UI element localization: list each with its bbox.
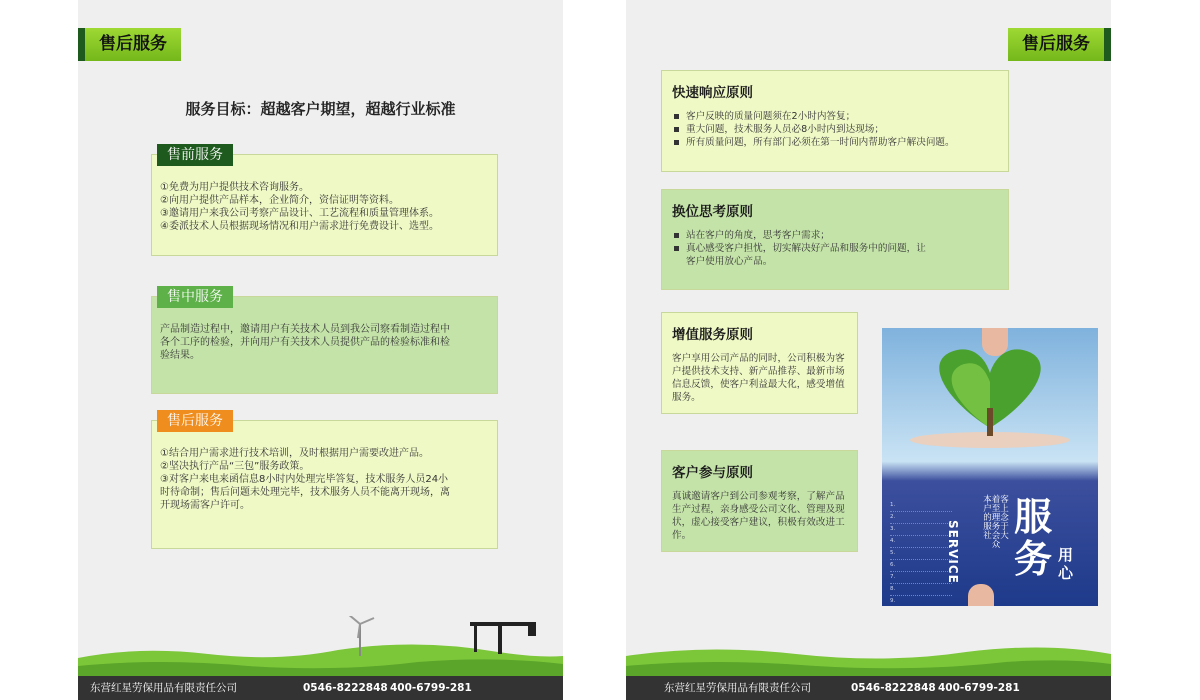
poster-list-item: 8. <box>890 584 952 596</box>
empathy-list <box>672 229 998 268</box>
right-page <box>626 0 1111 700</box>
poster-list-item: 7. <box>890 572 952 584</box>
footer-bar <box>626 676 1111 700</box>
poster-list-item: 6. <box>890 560 952 572</box>
grass-landscape-illustration <box>78 616 563 676</box>
poster-sub-text: 用心 <box>1058 546 1074 582</box>
empathy-box <box>661 189 1009 290</box>
poster-list-item: 1. <box>890 500 952 512</box>
bullet-item: 所有质量问题，所有部门必须在第一时间内帮助客户解决问题。 <box>672 136 998 149</box>
poster-list-item: 4. <box>890 536 952 548</box>
poster-english-text: SERVICE <box>946 520 960 584</box>
after-sale-line: 开现场需客户许可。 <box>160 500 250 511</box>
hand-icon <box>968 584 994 606</box>
footer-phone: 0546-8222848 <box>851 682 936 694</box>
pre-sale-panel <box>151 147 498 256</box>
after-sale-line: ③对客户来电来函信息8小时内处理完毕答复，技术服务人员24小 <box>160 474 449 485</box>
after-sale-line: 时待命制；售后问题未处理完毕，技术服务人员不能离开现场，离 <box>160 487 450 498</box>
poster-tagline: 本着客户至上的理念服务于社会大众 <box>983 495 1009 550</box>
bullet-item: 客户反映的质量问题须在2小时内答复； <box>672 110 998 123</box>
in-sale-line: 各个工序的检验，并向用户有关技术人员提供产品的检验标准和检 <box>160 337 450 348</box>
footer-hotline: 400-6799-281 <box>938 682 1020 694</box>
poster-list-item: 2. <box>890 512 952 524</box>
footer-hotline: 400-6799-281 <box>390 682 472 694</box>
quick-response-box <box>661 70 1009 172</box>
left-page <box>78 0 563 700</box>
participation-title: 客户参与原则 <box>672 465 753 481</box>
page-header-tab: 售后服务 <box>78 28 181 61</box>
pre-sale-tag: 售前服务 <box>157 144 233 166</box>
in-sale-line: 验结果。 <box>160 350 200 361</box>
participation-box <box>661 450 858 552</box>
value-added-title: 增值服务原则 <box>672 327 753 343</box>
poster-item-list <box>890 500 952 606</box>
participation-text: 真诚邀请客户到公司参观考察，了解产品生产过程，亲身感受公司文化、管理及现状，虚心接受客户建议，积极有效改进工作。 <box>672 491 845 541</box>
poster-list-item: 5. <box>890 548 952 560</box>
footer-company: 东营红星劳保用品有限责任公司 <box>664 682 811 694</box>
poster-list-item: 9. <box>890 596 952 606</box>
pre-sale-line: ④委派技术人员根据现场情况和用户需求进行免费设计、选型。 <box>160 221 439 232</box>
after-sale-tag: 售后服务 <box>157 410 233 432</box>
pre-sale-line: ②向用户提供产品样本，企业简介，资信证明等资料。 <box>160 195 399 206</box>
after-sale-panel <box>151 413 498 549</box>
hand-icon <box>982 328 1008 356</box>
pre-sale-line: ①免费为用户提供技术咨询服务。 <box>160 182 309 193</box>
grass-landscape-illustration <box>626 616 1111 676</box>
footer-company: 东营红星劳保用品有限责任公司 <box>90 682 237 694</box>
service-poster <box>882 328 1098 606</box>
in-sale-panel <box>151 289 498 394</box>
after-sale-line: ②坚决执行产品“三包”服务政策。 <box>160 461 310 472</box>
pre-sale-line: ③邀请用户来我公司考察产品设计、工艺流程和质量管理体系。 <box>160 208 439 219</box>
footer-phone: 0546-8222848 <box>303 682 388 694</box>
bullet-item: 真心感受客户担忧，切实解决好产品和服务中的问题，让客户使用放心产品。 <box>672 242 998 268</box>
bullet-item: 重大问题，技术服务人员必8小时内到达现场； <box>672 123 998 136</box>
after-sale-line: ①结合用户需求进行技术培训，及时根据用户需要改进产品。 <box>160 448 429 459</box>
value-added-box <box>661 312 858 414</box>
footer-bar <box>78 676 563 700</box>
poster-main-text: 服务 <box>1013 495 1052 581</box>
in-sale-line: 产品制造过程中，邀请用户有关技术人员到我公司察看制造过程中 <box>160 324 450 335</box>
value-added-text: 客户享用公司产品的同时，公司积极为客户提供技术支持、新产品推荐、最新市场信息反馈，使客户利益最大化，感受增值服务。 <box>672 353 845 403</box>
poster-list-item: 3. <box>890 524 952 536</box>
page-header-tab: 售后服务 <box>1008 28 1111 61</box>
empathy-title: 换位思考原则 <box>672 204 753 220</box>
bullet-item: 站在客户的角度，思考客户需求； <box>672 229 998 242</box>
service-goal: 服务目标：超越客户期望，超越行业标准 <box>185 100 456 118</box>
quick-response-title: 快速响应原则 <box>672 85 753 101</box>
quick-response-list <box>672 110 998 149</box>
in-sale-tag: 售中服务 <box>157 286 233 308</box>
